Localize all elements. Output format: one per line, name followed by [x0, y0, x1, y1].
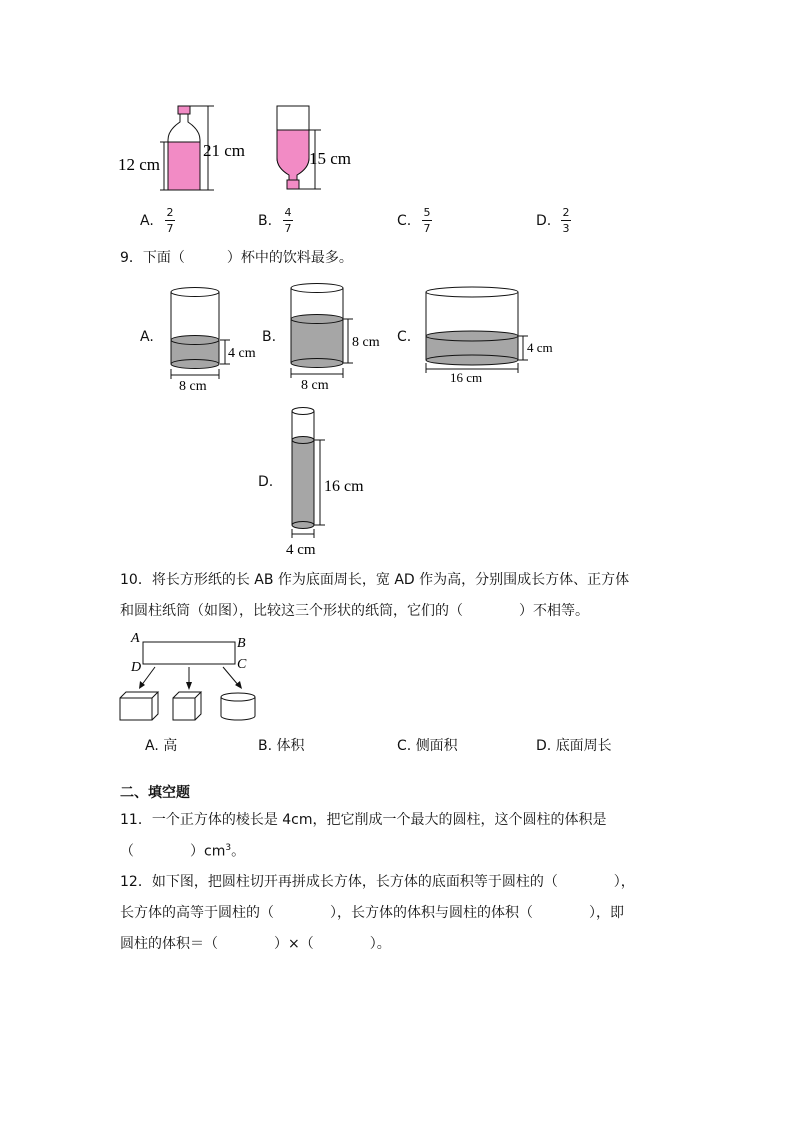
section-2-title: 二、填空题: [120, 785, 190, 801]
cup-b-diameter-label: 8 cm: [301, 378, 329, 393]
q8-option-b-denominator: 7: [284, 222, 292, 235]
q10-figure: [115, 630, 275, 725]
q8-option-a-fraction: [165, 207, 175, 234]
q10-option-d-text: 底面周长: [555, 738, 612, 754]
q8-option-d-fraction: [561, 207, 571, 234]
q12-line-3: 圆柱的体积＝（ ）×（ ）。: [120, 936, 391, 952]
cup-c-diameter-label: 16 cm: [450, 370, 483, 385]
q8-option-d-numerator: 2: [562, 206, 570, 219]
q8-option-b-numerator: 4: [284, 206, 292, 219]
q9-cup-d-letter[interactable]: D.: [258, 474, 274, 490]
cup-d-water: [292, 440, 314, 525]
cup-d-diameter-label: 4 cm: [286, 542, 316, 558]
q9-cup-a: [165, 283, 270, 393]
cup-a-diameter-label: 8 cm: [179, 379, 207, 393]
q10-option-a[interactable]: [145, 739, 177, 753]
q12-line-1: 12．如下图，把圆柱切开再拼成长方体，长方体的底面积等于圆柱的（ ），: [120, 874, 635, 890]
cup-d-height-label: 16 cm: [324, 478, 364, 495]
bottle-1-height-label: 21 cm: [203, 141, 246, 160]
q10-option-c[interactable]: [397, 739, 458, 753]
cup-b-water: [291, 319, 343, 363]
q10-option-b[interactable]: [258, 739, 305, 753]
bottle-1-liquid-label: 12 cm: [118, 155, 161, 174]
bottle-2: [277, 106, 351, 189]
q10-option-d-letter: D.: [536, 738, 552, 754]
q11-answer-blank[interactable]: （ ）cm: [120, 843, 226, 860]
q11-line-1: 11．一个正方体的棱长是 4cm，把它削成一个最大的圆柱，这个圆柱的体积是: [120, 812, 607, 828]
label-a: A: [131, 631, 140, 646]
q10-option-d[interactable]: [536, 739, 612, 753]
q10-option-b-text: 体积: [276, 738, 305, 754]
q10-option-c-letter: C.: [397, 738, 412, 754]
q10-option-b-letter: B.: [258, 738, 273, 754]
q9-question: 9．下面（ ）杯中的饮料最多。: [120, 250, 353, 266]
paper-rectangle: [143, 642, 235, 664]
q10-line-2: 和圆柱纸筒（如图），比较这三个形状的纸筒，它们的（ ）不相等。: [120, 603, 589, 619]
q8-option-c-denominator: 7: [423, 222, 431, 235]
q10-option-a-text: 高: [163, 738, 178, 754]
q8-option-a-denominator: 7: [166, 222, 174, 235]
q8-bottles-figure: [110, 100, 380, 200]
q9-cup-d: [284, 403, 384, 558]
q9-cup-c-letter[interactable]: C.: [397, 329, 412, 345]
cup-b-height-label: 8 cm: [352, 335, 380, 350]
q9-cup-b: [285, 279, 395, 393]
q8-option-b-fraction: [283, 207, 293, 234]
label-b: B: [237, 636, 246, 651]
q8-option-c-numerator: 5: [423, 206, 431, 219]
q11-period: 。: [231, 843, 246, 860]
label-d: D: [131, 660, 142, 675]
q9-cup-c: [420, 283, 570, 388]
cylinder-shape: [221, 693, 255, 720]
q11-line-2: [120, 844, 245, 859]
bottle-1: [118, 106, 245, 190]
q8-option-b-letter[interactable]: B.: [258, 213, 273, 229]
cup-c-height-label: 4 cm: [527, 340, 553, 355]
q10-line-1: 10．将长方形纸的长 AB 作为底面周长，宽 AD 作为高，分别围成长方体、正方体: [120, 572, 630, 588]
cube-shape: [173, 692, 201, 720]
label-c: C: [237, 657, 247, 672]
bottle-1-liquid: [168, 142, 200, 190]
q8-option-c-letter[interactable]: C.: [397, 213, 412, 229]
bottle-2-height-label: 15 cm: [309, 149, 352, 168]
q8-option-a-numerator: 2: [166, 206, 174, 219]
q8-option-c-fraction: [422, 207, 432, 234]
q8-option-d-denominator: 3: [562, 222, 570, 235]
cuboid-shape: [120, 692, 158, 720]
q12-line-2: 长方体的高等于圆柱的（ ），长方体的体积与圆柱的体积（ ），即: [120, 905, 624, 921]
q9-cup-b-letter[interactable]: B.: [262, 329, 277, 345]
q10-option-a-letter: A.: [145, 738, 159, 754]
q8-option-a-letter[interactable]: A.: [140, 213, 154, 229]
cup-a-height-label: 4 cm: [228, 346, 256, 361]
q9-cup-a-letter[interactable]: A.: [140, 329, 154, 345]
q11-unit-exponent: 3: [225, 843, 232, 853]
q10-option-c-text: 侧面积: [415, 738, 458, 754]
q8-option-d-letter[interactable]: D.: [536, 213, 552, 229]
bottle-2-liquid: [277, 130, 309, 180]
